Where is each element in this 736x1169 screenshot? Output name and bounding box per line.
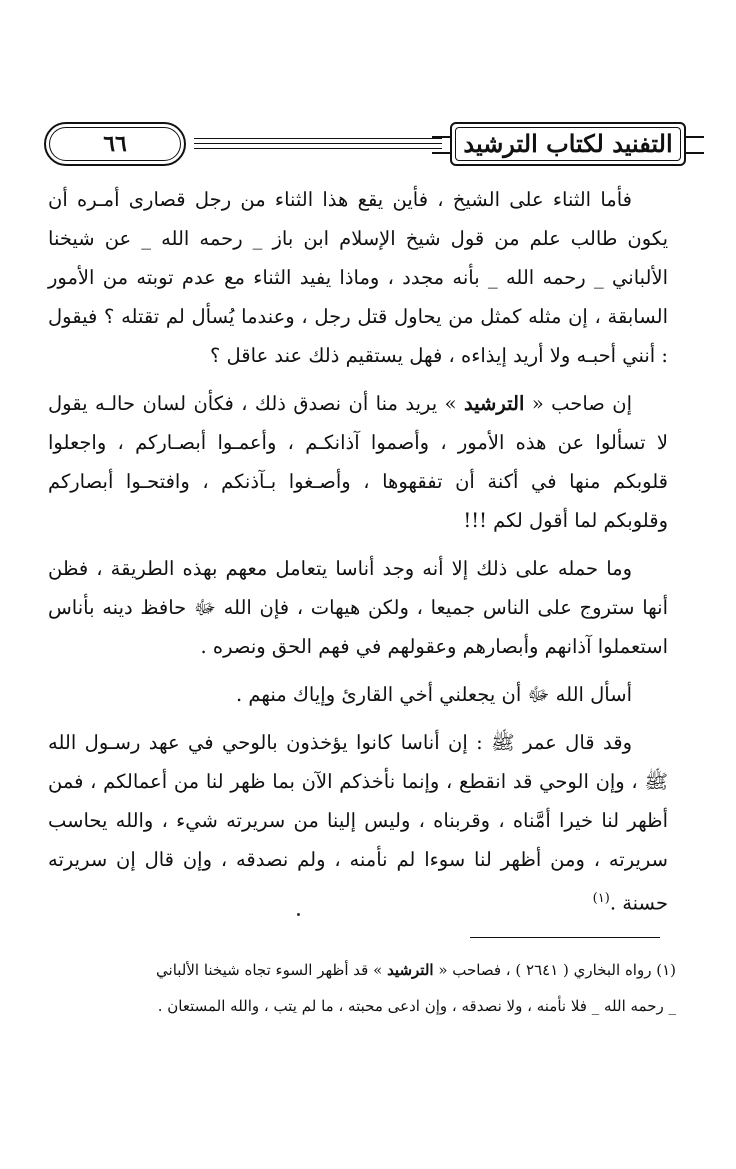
paragraph-4: أسأل الله ﷻ أن يجعلني أخي القارئ وإياك منهم . bbox=[235, 683, 632, 706]
footnote-ref: (١) bbox=[592, 891, 610, 906]
paragraph-2: إن صاحب « الترشيد » يريد منا أن نصدق ذلك ، فكأن لسان حالـه يقول لا تسألوا عن هذه الأمور ، وأصموا آذانكـم ، وأعمـوا أبصـاركم ، واجعلوا قلوبكم منها في أكنة أن تفقهوها ، وأصـغوا بـآذنكم ، وافتحـوا أبصاركم وقلوبكم لما أقول لكم !!! bbox=[48, 392, 668, 532]
book-name: الترشيد bbox=[463, 392, 525, 415]
ink-dot bbox=[297, 913, 300, 916]
footnotes bbox=[64, 952, 676, 1024]
paragraph-5: وقد قال عمر ﷺ : إن أناسا كانوا يؤخذون بالوحي في عهد رسـول الله ﷺ ، وإن الوحي قد انقطع ، وإنما نأخذكم الآن بما ظهر لنا من أعمالكم ، فمن أظهر لنا خيرا أمَّناه ، وقربناه ، وليس إلينا من سريرته شيء ، والله يحاسب سريرته ، ومن أظهر لنا سوءا لم نأمنه ، ولم نصدقه ، وإن قال إن سريرته حسنة .$^{(١)}$ bbox=[48, 731, 668, 915]
running-title: التفنيد لكتاب الترشيد bbox=[463, 129, 673, 158]
footnote-1-line-2: _ رحمه الله _ فلا نأمنه ، ولا نصدقه ، وإن ادعى محبته ، ما لم يتب ، والله المستعان . bbox=[157, 997, 676, 1015]
footnote-1-line-1: (١) رواه البخاري ( ٢٦٤١ ) ، فصاحب « الترشيد » قد أظهر السوء تجاه شيخنا الألباني bbox=[156, 961, 676, 979]
footnote-separator bbox=[470, 937, 660, 938]
paragraph-1: فأما الثناء على الشيخ ، فأين يقع هذا الثناء من رجل قصارى أمـره أن يكون طالب علم من قول شيخ الإسلام ابن باز _ رحمه الله _ عن شيخنا الألباني _ رحمه الله _ بأنه مجدد ، وماذا يفيد الثناء مع عدم توبته من الأمور السابقة ، إن مثله كمثل من يحاول قتل رجل ، وعندما يُسأل لم تقتله ؟ فيقول : أنني أحبـه ولا أريد إيذاءه ، فهل يستقيم ذلك عند عاقل ؟ bbox=[48, 188, 668, 367]
main-text bbox=[48, 180, 668, 932]
page-number-frame bbox=[44, 122, 186, 166]
header-rule bbox=[194, 138, 442, 152]
page-number: ٦٦ bbox=[103, 131, 127, 157]
paragraph-3: وما حمله على ذلك إلا أنه وجد أناسا يتعامل معهم بهذه الطريقة ، فظن أنها ستروج على الناس جميعا ، ولكن هيهات ، فإن الله ﷻ حافظ دينه بأناس استعملوا آذانهم وأبصارهم وعقولهم في فهم الحق ونصره . bbox=[48, 557, 668, 658]
frame-ornament-right bbox=[686, 136, 704, 154]
running-title-frame bbox=[450, 122, 686, 166]
page-header bbox=[44, 120, 692, 170]
